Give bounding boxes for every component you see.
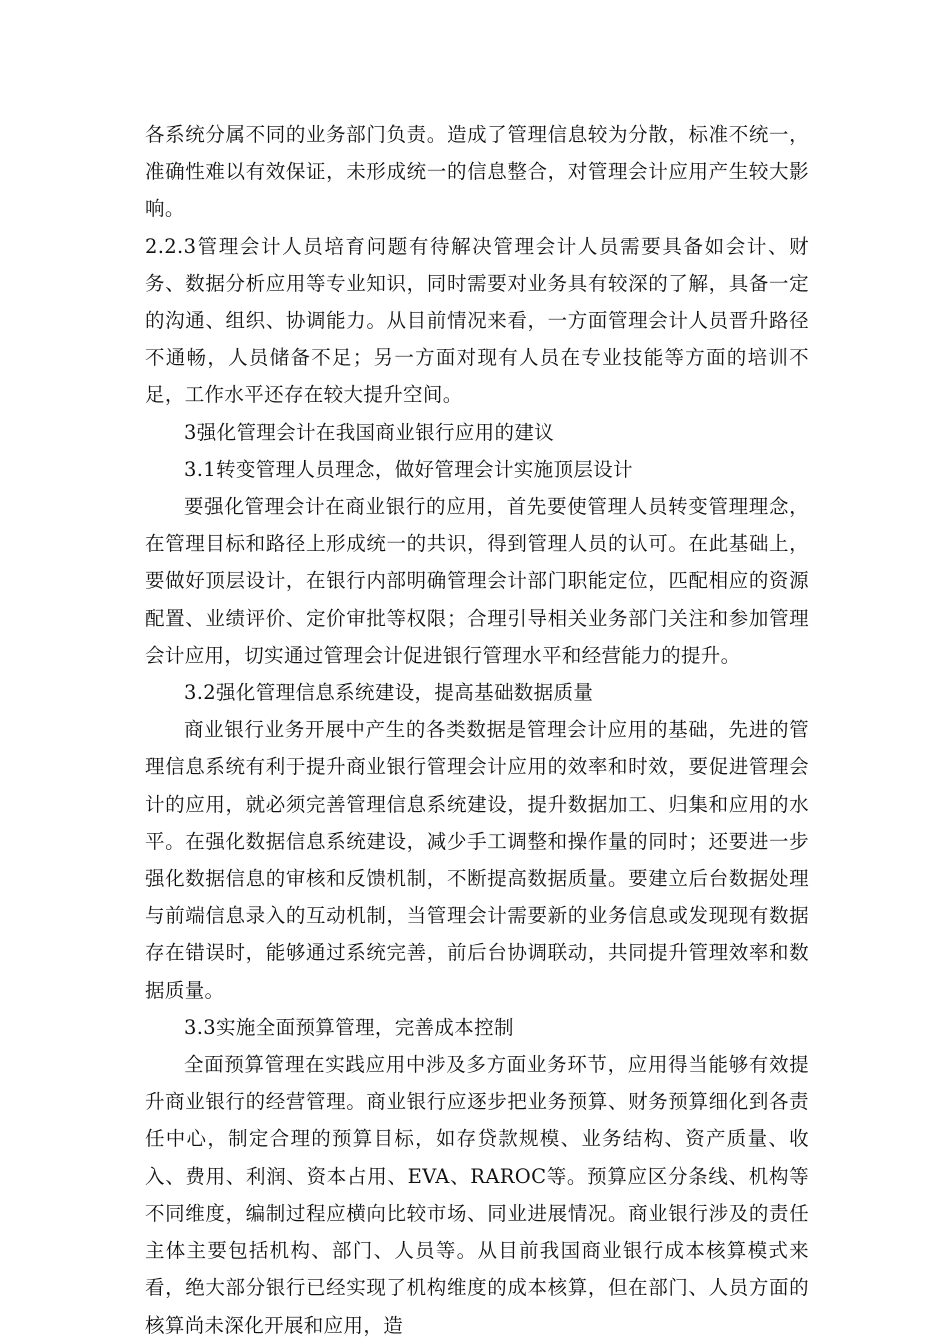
paragraph-2-2-3: 2.2.3管理会计人员培育问题有待解决管理会计人员需要具备如会计、财务、数据分析应用等专业知识，同时需要对业务具有较深的了解，具备一定的沟通、组织、协调能力。从目前情况来看，一方面管理会计人员晋升路径不通畅，人员储备不足；另一方面对现有人员在专业技能等方面的培训不足，工作水平还存在较大提升空间。: [145, 234, 809, 407]
document-body: [145, 116, 809, 1344]
subsection-heading-3-2: 3.2强化管理信息系统建设，提高基础数据质量: [184, 681, 594, 705]
subsection-heading-3-1: 3.1转变管理人员理念，做好管理会计实施顶层设计: [184, 457, 633, 481]
paragraph-3-2-body: 商业银行业务开展中产生的各类数据是管理会计应用的基础，先进的管理信息系统有利于提升商业银行管理会计应用的效率和时效，要促进管理会计的应用，就必须完善管理信息系统建设，提升数据加工、归集和应用的水平。在强化数据信息系统建设，减少手工调整和操作量的同时；还要进一步强化数据信息的审核和反馈机制，不断提高数据质量。要建立后台数据处理与前端信息录入的互动机制，当管理会计需要新的业务信息或发现现有数据存在错误时，能够通过系统完善，前后台协调联动，共同提升管理效率和数据质量。: [145, 718, 809, 1002]
subsection-heading-3-3: 3.3实施全面预算管理，完善成本控制: [184, 1015, 514, 1039]
paragraph-continuation: 各系统分属不同的业务部门负责。造成了管理信息较为分散，标准不统一，准确性难以有效保证，未形成统一的信息整合，对管理会计应用产生较大影响。: [145, 123, 809, 221]
section-heading-3: 3强化管理会计在我国商业银行应用的建议: [184, 420, 555, 444]
paragraph-3-1-body: 要强化管理会计在商业银行的应用，首先要使管理人员转变管理理念，在管理目标和路径上形成统一的共识，得到管理人员的认可。在此基础上，要做好顶层设计，在银行内部明确管理会计部门职能定位，匹配相应的资源配置、业绩评价、定价审批等权限；合理引导相关业务部门关注和参加管理会计应用，切实通过管理会计促进银行管理水平和经营能力的提升。: [145, 495, 809, 667]
paragraph-3-3-body: 全面预算管理在实践应用中涉及多方面业务环节，应用得当能够有效提升商业银行的经营管理。商业银行应逐步把业务预算、财务预算细化到各责任中心，制定合理的预算目标，如存贷款规模、业务结构、资产质量、收入、费用、利润、资本占用、EVA、RAROC等。预算应区分条线、机构等不同维度，编制过程应横向比较市场、同业进展情况。商业银行涉及的责任主体主要包括机构、部门、人员等。从目前我国商业银行成本核算模式来看，绝大部分银行已经实现了机构维度的成本核算，但在部门、人员方面的核算尚未深化开展和应用，造: [145, 1053, 809, 1337]
